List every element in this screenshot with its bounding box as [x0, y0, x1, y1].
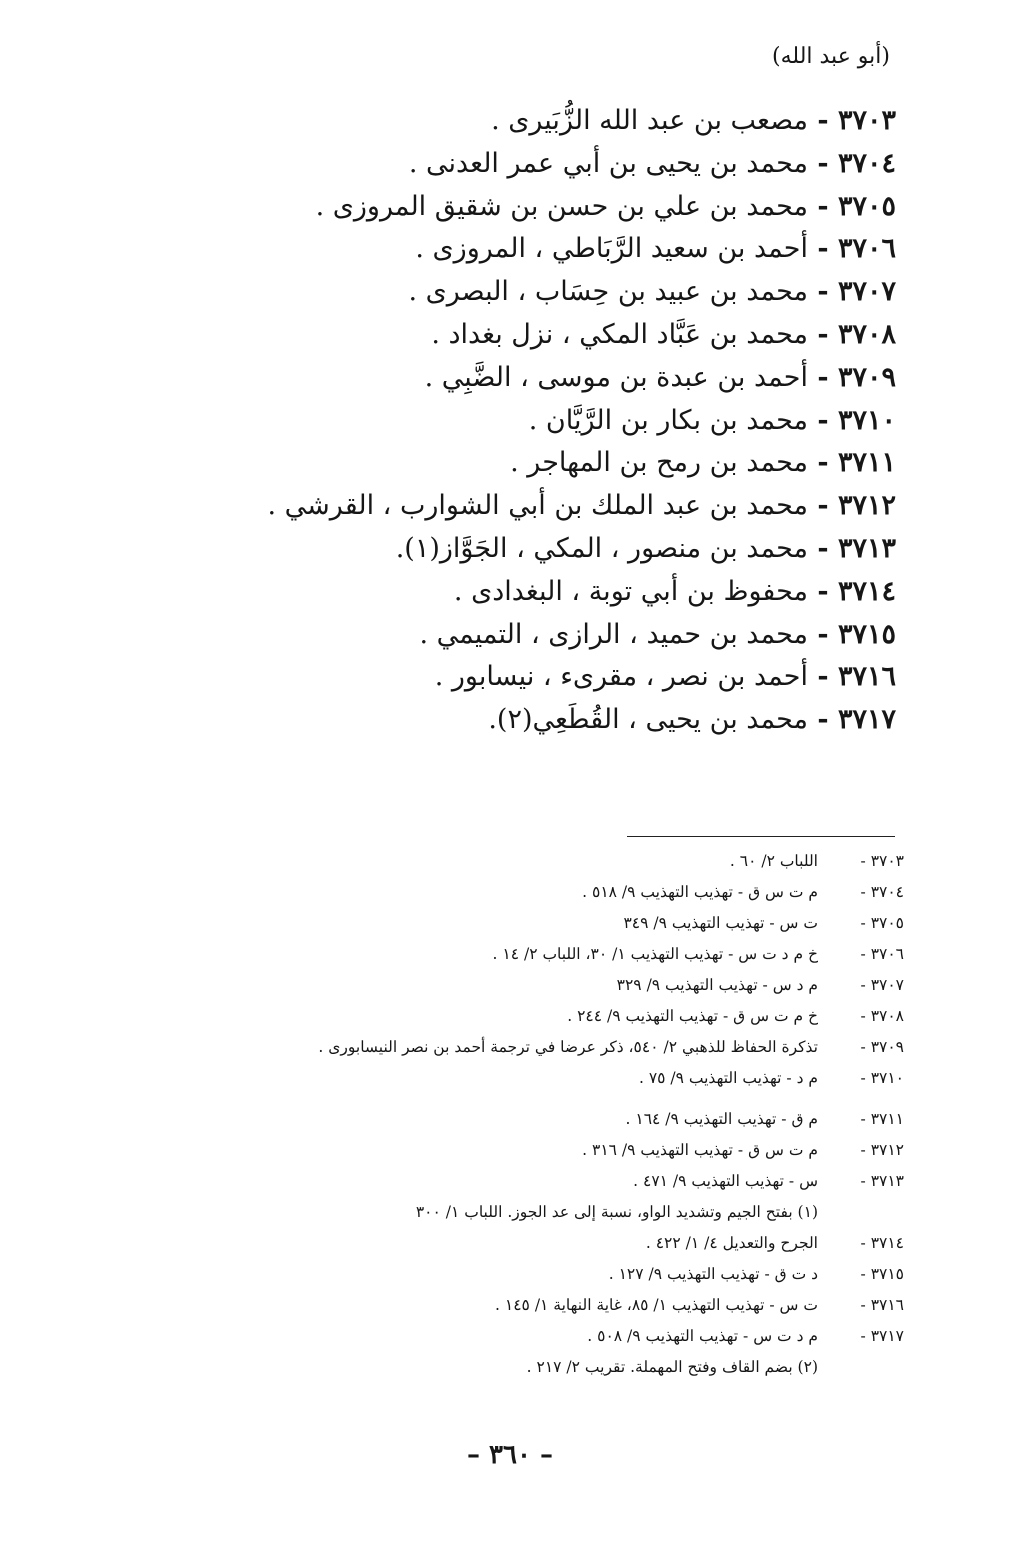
entry-number: ٣٧١٢	[837, 490, 896, 522]
footnote-number: ٣٧١٠ -	[860, 1069, 904, 1087]
entry-number: ٣٧٠٦	[837, 233, 896, 265]
footnote-number: ٣٧٠٨ -	[860, 1007, 904, 1025]
entry-number: ٣٧١٣	[837, 532, 896, 564]
footnote-number: ٣٧١٥ -	[860, 1265, 904, 1283]
entry-text: أحمد بن عبدة بن موسى ، الضَّبِي .	[424, 361, 808, 393]
entry-number: ٣٧١٧	[837, 704, 896, 736]
footnote-number: ٣٧٠٩ -	[860, 1038, 904, 1056]
entry-number: ٣٧٠٧	[837, 276, 896, 308]
entry-item: ٣٧١٧ - محمد بن يحيى ، القُطَعِي(٢).	[488, 704, 896, 736]
section-header: (أبو عبد الله)	[772, 44, 890, 69]
entry-text: محمد بن عبد الملك بن أبي الشوارب ، القرشي .	[267, 490, 808, 522]
footnote-item	[144, 1228, 904, 1259]
footnote-text: م ت س ق - تهذيب التهذيب ٩/ ٥١٨ .	[582, 883, 818, 901]
footnote-text: (٢) بضم القاف وفتح المهملة. تقريب ٢/ ٢١٧ .	[526, 1358, 818, 1376]
entry-text: محمد بن بكار بن الرَّيَّان .	[528, 404, 808, 436]
footnote-item	[144, 1104, 904, 1135]
footnote-item	[144, 1259, 904, 1290]
entry-text: محمد بن علي بن حسن بن شقيق المروزى .	[315, 190, 808, 222]
footnote-text: س - تهذيب التهذيب ٩/ ٤٧١ .	[633, 1172, 818, 1190]
entry-text: محمد بن عبيد بن حِسَاب ، البصرى .	[408, 276, 808, 308]
footnote-text: (١) بفتح الجيم وتشديد الواو، نسبة إلى عد الجوز. اللباب ١/ ٣٠٠	[415, 1203, 818, 1221]
entry-item: ٣٧٠٥ - محمد بن علي بن حسن بن شقيق المروزى .	[315, 190, 896, 222]
footnote-number: ٣٧١١ -	[860, 1110, 904, 1128]
footnote-number: ٣٧١٦ -	[860, 1296, 904, 1314]
footnote-text: ت س - تهذيب التهذيب ١/ ٨٥، غاية النهاية ١/ ١٤٥ .	[495, 1296, 818, 1314]
entry-item: ٣٧١٢ - محمد بن عبد الملك بن أبي الشوارب ، القرشي .	[267, 490, 896, 522]
entry-text: محفوظ بن أبي توبة ، البغدادى .	[453, 575, 808, 607]
entry-text: مصعب بن عبد الله الزُّبَيرى .	[491, 105, 808, 136]
footnote-item	[144, 1063, 904, 1094]
entry-number: ٣٧١١	[837, 447, 896, 479]
entry-item: ٣٧٠٤ - محمد بن يحيى بن أبي عمر العدنى .	[408, 147, 896, 179]
footnote-text: د ت ق - تهذيب التهذيب ٩/ ١٢٧ .	[608, 1265, 818, 1283]
footnotes-list	[144, 846, 904, 1383]
entry-number: ٣٧١٦	[837, 661, 896, 693]
entry-item: ٣٧١١ - محمد بن رمح بن المهاجر .	[510, 447, 896, 479]
entry-text: محمد بن حميد ، الرازى ، التميمي .	[419, 618, 808, 650]
entry-text: أحمد بن سعيد الرَّبَاطي ، المروزى .	[415, 233, 808, 265]
entry-text: محمد بن عَبَّاد المكي ، نزل بغداد .	[431, 318, 808, 350]
footnote-text: اللباب ٢/ ٦٠ .	[729, 852, 818, 870]
footnote-item	[144, 1290, 904, 1321]
footnote-text: م ت س ق - تهذيب التهذيب ٩/ ٣١٦ .	[582, 1141, 818, 1159]
entry-number: ٣٧١٠	[837, 404, 896, 436]
footnote-text: خ م د ت س - تهذيب التهذيب ١/ ٣٠، اللباب ٢/ ١٤ .	[492, 945, 818, 963]
entry-number: ٣٧١٤	[837, 575, 896, 607]
footnote-text: م د - تهذيب التهذيب ٩/ ٧٥ .	[638, 1069, 818, 1087]
entry-item: ٣٧٠٧ - محمد بن عبيد بن حِسَاب ، البصرى .	[408, 276, 896, 308]
footnote-item	[144, 1135, 904, 1166]
entry-item: ٣٧٠٨ - محمد بن عَبَّاد المكي ، نزل بغداد .	[431, 318, 896, 350]
footnote-text: م د س - تهذيب التهذيب ٩/ ٣٢٩	[616, 976, 818, 994]
footnote-item	[144, 877, 904, 908]
footnote-item	[144, 1001, 904, 1032]
entry-item: ٣٧١٥ - محمد بن حميد ، الرازى ، التميمي .	[419, 618, 896, 650]
spacer	[144, 1094, 904, 1104]
footnote-item	[144, 939, 904, 970]
entry-text: محمد بن يحيى ، القُطَعِي(٢).	[488, 704, 808, 736]
footnote-item	[144, 1166, 904, 1197]
footnote-text: ت س - تهذيب التهذيب ٩/ ٣٤٩	[623, 914, 818, 932]
footnote-item	[144, 908, 904, 939]
footnote-divider	[627, 836, 895, 837]
entry-item: ٣٧١٦ - أحمد بن نصر ، مقرىء ، نيسابور .	[434, 661, 896, 693]
entry-item: ٣٧٠٦ - أحمد بن سعيد الرَّبَاطي ، المروزى .	[415, 233, 896, 265]
entry-item: ٣٧٠٣ - مصعب بن عبد الله الزُّبَيرى .	[491, 105, 896, 136]
entry-item: ٣٧١٣ - محمد بن منصور ، المكي ، الجَوَّاز(١).	[395, 532, 896, 564]
footnote-number: ٣٧٠٣ -	[860, 852, 904, 870]
entry-text: محمد بن يحيى بن أبي عمر العدنى .	[408, 147, 808, 179]
footnote-number: ٣٧١٣ -	[860, 1172, 904, 1190]
footnote-text: خ م ت س ق - تهذيب التهذيب ٩/ ٢٤٤ .	[567, 1007, 818, 1025]
footnote-item	[144, 1197, 904, 1228]
footnote-number: ٣٧٠٧ -	[860, 976, 904, 994]
entry-number: ٣٧١٥	[837, 618, 896, 650]
page-number: – ٣٦٠ –	[466, 1440, 554, 1470]
entry-number: ٣٧٠٨	[837, 318, 896, 350]
footnote-text: تذكرة الحفاظ للذهبي ٢/ ٥٤٠، ذكر عرضا في ترجمة أحمد بن نصر النيسابورى .	[318, 1038, 818, 1056]
footnote-text: م د ت س - تهذيب التهذيب ٩/ ٥٠٨ .	[587, 1327, 818, 1345]
footnote-text: الجرح والتعديل ٤/ ١/ ٤٢٢ .	[645, 1234, 818, 1252]
entry-number: ٣٧٠٩	[837, 361, 896, 393]
footnote-number: ٣٧٠٥ -	[860, 914, 904, 932]
entry-item: ٣٧١٠ - محمد بن بكار بن الرَّيَّان .	[528, 404, 896, 436]
entry-text: محمد بن رمح بن المهاجر .	[510, 447, 808, 479]
entry-number: ٣٧٠٣	[837, 105, 896, 136]
entries-list	[96, 100, 896, 742]
footnote-item	[144, 1352, 904, 1383]
entry-number: ٣٧٠٤	[837, 147, 896, 179]
footnote-number: ٣٧٠٦ -	[860, 945, 904, 963]
footnote-number: ٣٧١٤ -	[860, 1234, 904, 1252]
footnote-item	[144, 1032, 904, 1063]
entry-text: أحمد بن نصر ، مقرىء ، نيسابور .	[434, 661, 808, 693]
entry-number: ٣٧٠٥	[837, 190, 896, 222]
footnote-number: ٣٧١٢ -	[860, 1141, 904, 1159]
footnote-item	[144, 970, 904, 1001]
footnote-text: م ق - تهذيب التهذيب ٩/ ١٦٤ .	[625, 1110, 818, 1128]
footnote-number: ٣٧١٧ -	[860, 1327, 904, 1345]
entry-item: ٣٧١٤ - محفوظ بن أبي توبة ، البغدادى .	[453, 575, 896, 607]
footnote-item	[144, 1321, 904, 1352]
entry-text: محمد بن منصور ، المكي ، الجَوَّاز(١).	[395, 532, 808, 564]
entry-item: ٣٧٠٩ - أحمد بن عبدة بن موسى ، الضَّبِي .	[424, 361, 896, 393]
footnote-item	[144, 846, 904, 877]
footnote-number: ٣٧٠٤ -	[860, 883, 904, 901]
